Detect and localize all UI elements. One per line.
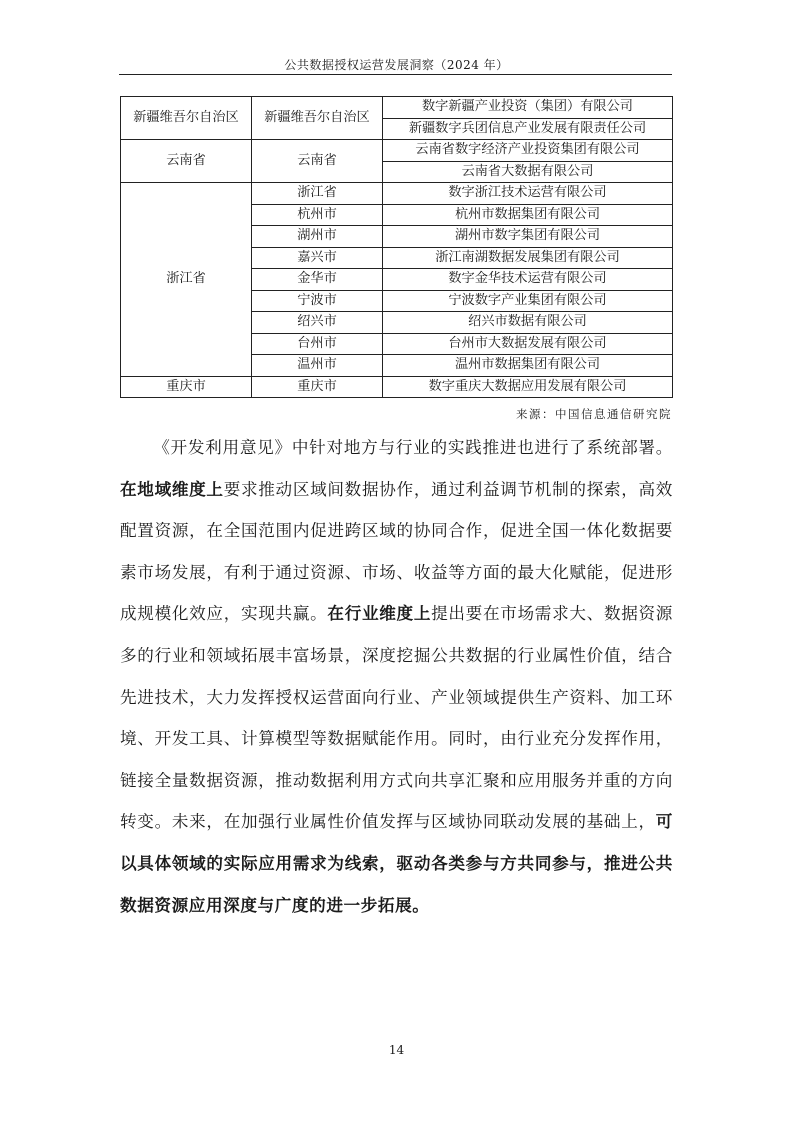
table-row <box>121 140 673 162</box>
company-cell: 数字新疆产业投资（集团）有限公司 <box>383 97 673 119</box>
region-cell: 新疆维吾尔自治区 <box>121 97 252 140</box>
company-cell: 湖州市数字集团有限公司 <box>383 226 673 248</box>
city-cell: 云南省 <box>252 140 383 183</box>
operator-table <box>120 96 673 398</box>
table-row <box>121 376 673 398</box>
city-cell: 温州市 <box>252 355 383 377</box>
city-cell: 重庆市 <box>252 376 383 398</box>
city-cell: 新疆维吾尔自治区 <box>252 97 383 140</box>
company-cell: 云南省大数据有限公司 <box>383 161 673 183</box>
running-header: 公共数据授权运营发展洞察（2024 年） <box>284 58 509 72</box>
company-cell: 新疆数字兵团信息产业发展有限责任公司 <box>383 118 673 140</box>
company-cell: 数字金华技术运营有限公司 <box>383 269 673 291</box>
region-cell: 浙江省 <box>121 183 252 377</box>
city-cell: 浙江省 <box>252 183 383 205</box>
city-cell: 湖州市 <box>252 226 383 248</box>
header-rule <box>119 74 672 75</box>
city-cell: 金华市 <box>252 269 383 291</box>
text-run: 提出要在市场需求大、数据资源多的行业和领域拓展丰富场景，深度挖掘公共数据的行业属性价值，结合先进技术，大力发挥授权运营面向行业、产业领域提供生产资料、加工环境、开发工具、计算模型等数据赋能作用。同时，由行业充分发挥作用，链接全量数据资源，推动数据利用方式向共享汇聚和应用服务并重的方向转变。未来，在加强行业属性价值发挥与区域协同联动发展的基础上， <box>120 604 673 832</box>
company-cell: 宁波数字产业集团有限公司 <box>383 290 673 312</box>
page-number: 14 <box>388 1043 405 1057</box>
city-cell: 宁波市 <box>252 290 383 312</box>
company-cell: 浙江南湖数据发展集团有限公司 <box>383 247 673 269</box>
city-cell: 绍兴市 <box>252 312 383 334</box>
company-cell: 温州市数据集团有限公司 <box>383 355 673 377</box>
bold-phrase: 在行业维度上 <box>327 604 432 624</box>
region-cell: 云南省 <box>121 140 252 183</box>
table-row <box>121 183 673 205</box>
body-paragraph <box>120 427 673 926</box>
table-row <box>121 97 673 119</box>
company-cell: 云南省数字经济产业投资集团有限公司 <box>383 140 673 162</box>
company-cell: 绍兴市数据有限公司 <box>383 312 673 334</box>
city-cell: 嘉兴市 <box>252 247 383 269</box>
city-cell: 台州市 <box>252 333 383 355</box>
city-cell: 杭州市 <box>252 204 383 226</box>
bold-phrase: 在地域维度上 <box>120 479 224 499</box>
company-cell: 数字浙江技术运营有限公司 <box>383 183 673 205</box>
text-run: 要求推动区域间数据协作，通过利益调节机制的探索，高效配置资源，在全国范围内促进跨区域的协同合作，促进全国一体化数据要素市场发展，有利于通过资源、市场、收益等方面的最大化赋能，促进形成规模化效应，实现共赢。 <box>120 479 673 624</box>
table-source-note: 来源：中国信息通信研究院 <box>516 407 672 421</box>
text-run: 《开发利用意见》中针对地方与行业的实践推进也进行了系统部署。 <box>153 438 673 457</box>
company-cell: 数字重庆大数据应用发展有限公司 <box>383 376 673 398</box>
company-cell: 杭州市数据集团有限公司 <box>383 204 673 226</box>
region-cell: 重庆市 <box>121 376 252 398</box>
company-cell: 台州市大数据发展有限公司 <box>383 333 673 355</box>
bold-phrase: 可以具体领域的实际应用需求为线索，驱动各类参与方共同参与，推进公共数据资源应用深度与广度的进一步拓展。 <box>120 812 673 915</box>
